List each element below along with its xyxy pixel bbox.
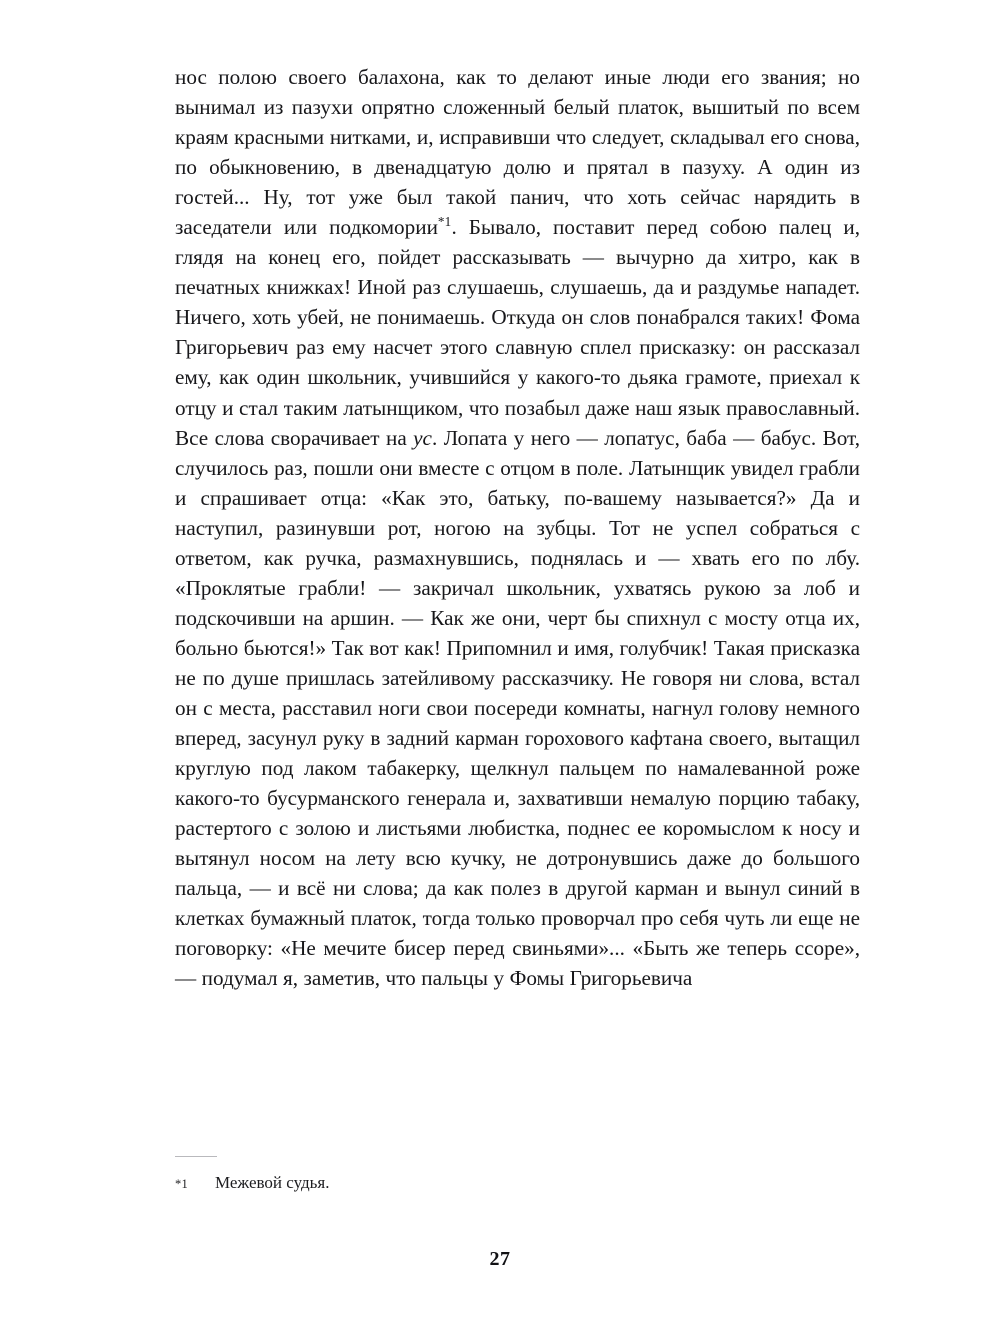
footnote-separator-rule — [175, 1156, 217, 1157]
footnote-marker: *1 — [175, 1177, 189, 1191]
main-text-block — [175, 62, 860, 993]
footnote-text: Межевой судья. — [215, 1173, 330, 1192]
footnote-item — [175, 1171, 860, 1195]
body-paragraph: нос полою своего балахона, как то делают иные люди его звания; но вынимал из пазухи опрятно сложенный белый платок, вышитый по всем краям красными нитками, и, исправивши что следует, складывал его снова, по обыкновению, в двенадцатую долю и прятал в пазуху. А один из гостей... Ну, тот уже был такой панич, что хоть сейчас нарядить в заседатели или подкомории$^{*1}$. Бывало, поставит перед собою палец и, глядя на конец его, пойдет рассказывать — вычурно да хитро, как в печатных книжках! Иной раз слушаешь, слушаешь, да и раздумье нападет. Ничего, хоть убей, не понимаешь. Откуда он слов понабрался таких! Фома Григорьевич раз ему насчет этого славную сплел присказку: он рассказал ему, как один школьник, учившийся у какого-то дьяка грамоте, приехал к отцу и стал таким латынщиком, что позабыл даже наш язык православный. Все слова сворачивает на ус. Лопата у него — лопатус, баба — бабус. Вот, случилось раз, пошли они вместе с отцом в поле. Латынщик увидел грабли и спрашивает отца: «Как это, батьку, по-вашему называется?» Да и наступил, разинувши рот, ногою на зубцы. Тот не успел собраться с ответом, как ручка, размахнувшись, поднялась и — хвать его по лбу. «Проклятые грабли! — закричал школьник, ухватясь рукою за лоб и подскочивши на аршин. — Как же они, черт бы спихнул с мосту отца их, больно бьются!» Так вот как! Припомнил и имя, голубчик! Такая присказка не по душе пришлась затейливому рассказчику. Не говоря ни слова, встал он с места, расставил ноги свои посереди комнаты, нагнул голову немного вперед, засунул руку в задний карман горохового кафтана своего, вытащил круглую под лаком табакерку, щелкнул пальцем по намалеванной роже какого-то бусурманского генерала и, захвативши немалую порцию табаку, растертого с золою и листьями любистка, поднес ее коромыслом к носу и вытянул носом на лету всю кучку, не дотронувшись даже до большого пальца, — и всё ни слова; да как полез в другой карман и вынул синий в клетках бумажный платок, тогда только проворчал про себя чуть ли еще не поговорку: «Не мечите бисер перед свиньями»... «Быть же теперь ссоре», — подумал я, заметив, что пальцы у Фомы Григорьевича — [175, 65, 861, 991]
footnote-area — [175, 1156, 860, 1195]
page-number: 27 — [489, 1248, 511, 1270]
